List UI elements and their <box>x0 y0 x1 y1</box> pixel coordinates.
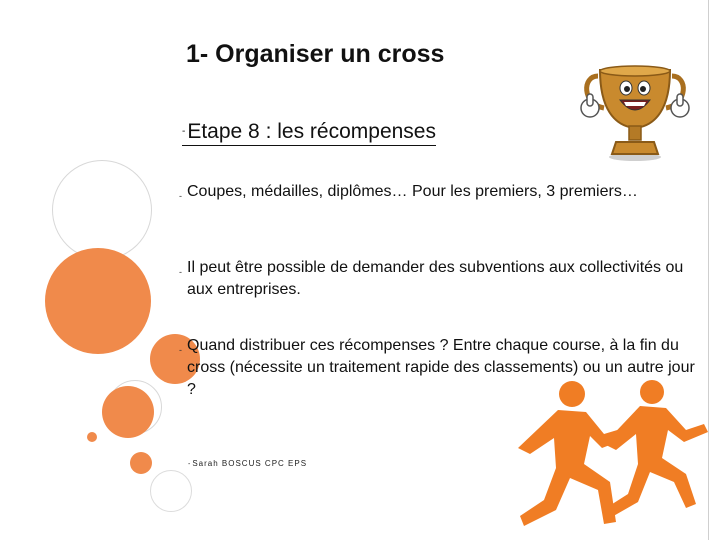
bullet-text: Quand distribuer ces récompenses ? Entre chaque course, à la fin du cross (nécessite un traitement rapide des classements) ou un autre jour ? <box>187 337 695 398</box>
slide-title: 1- Organiser un cross <box>186 40 445 68</box>
decor-circle-dot <box>87 432 97 442</box>
bullet-dash: - <box>179 267 182 277</box>
bullet-paragraph <box>179 257 697 301</box>
decor-circle-small <box>102 386 154 438</box>
author-dash: - <box>188 461 192 468</box>
subtitle-text: Etape 8 : les récompenses <box>187 120 436 143</box>
decor-circle-outline-1 <box>52 160 152 260</box>
decor-circle-large <box>45 248 151 354</box>
decor-circle-outline-3 <box>150 470 192 512</box>
bullet-paragraph <box>179 181 697 203</box>
bullet-dash: - <box>179 191 182 201</box>
bullet-text: Il peut être possible de demander des subventions aux collectivités ou aux entreprises. <box>187 259 684 298</box>
slide-subtitle <box>182 120 436 146</box>
decor-circle-tiny <box>130 452 152 474</box>
bullet-text: Coupes, médailles, diplômes… Pour les premiers, 3 premiers… <box>187 183 638 200</box>
runners-silhouette-icon <box>490 372 720 540</box>
author-name: Sarah BOSCUS CPC EPS <box>192 459 308 468</box>
subtitle-dash: - <box>182 126 186 137</box>
trophy-mascot-icon <box>576 64 694 162</box>
author-credit <box>188 459 307 468</box>
bullet-dash: - <box>179 345 182 355</box>
